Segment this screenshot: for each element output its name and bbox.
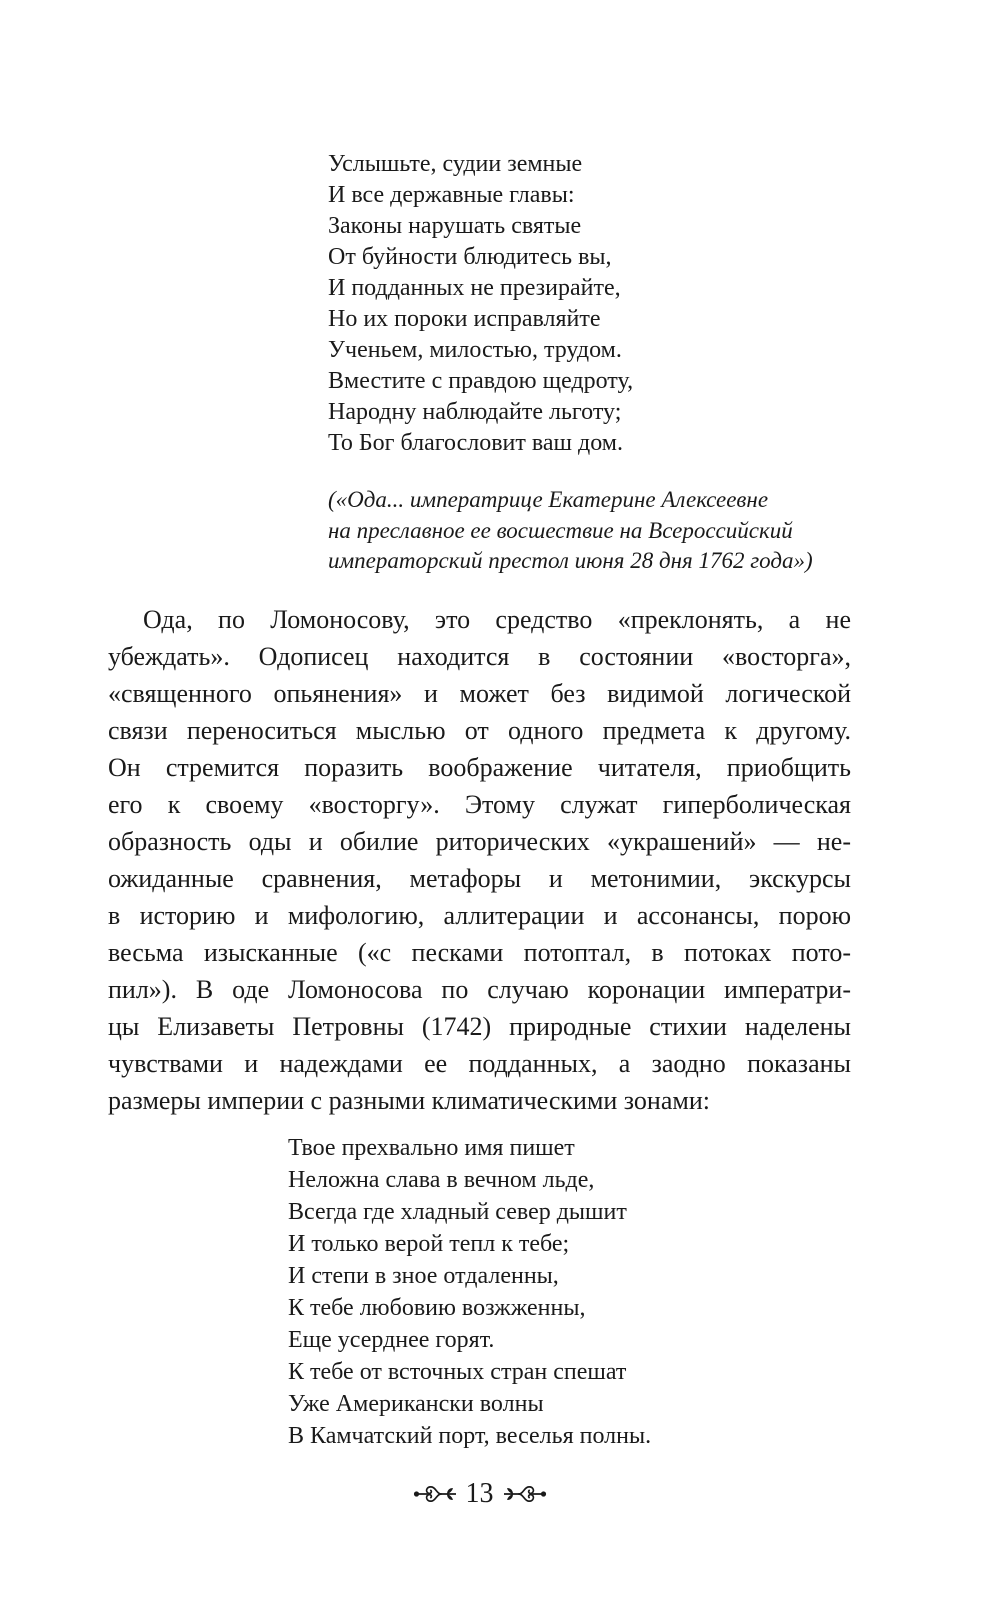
- verse-block-2: [288, 1132, 651, 1452]
- verse-line: Услышьте, судии земные: [328, 151, 583, 177]
- verse-line: Но их пороки исправляйте: [328, 306, 601, 332]
- verse-line: И степи в зное отдаленны,: [288, 1263, 559, 1289]
- page-footer: [108, 1478, 851, 1510]
- verse-line: И все державные главы:: [328, 182, 575, 208]
- verse-line: К тебе от всточных стран спешат: [288, 1359, 627, 1385]
- paragraph-line: ожиданные сравнения, метафоры и метонимии, экскурсы: [108, 864, 851, 893]
- verse-line: Неложна слава в вечном льде,: [288, 1167, 595, 1193]
- verse-line: Народну наблюдайте льготу;: [328, 399, 622, 425]
- paragraph-line: чувствами и надеждами ее подданных, а заодно показаны: [108, 1049, 851, 1078]
- paragraph-line: цы Елизаветы Петровны (1742) природные стихии наделены: [108, 1012, 851, 1041]
- citation-line: на преславное ее восшествие на Всероссийский: [328, 517, 793, 543]
- paragraph-line: «священного опьянения» и может без видимой логической: [108, 679, 851, 708]
- verse-line: В Камчатский порт, веселья полны.: [288, 1423, 652, 1449]
- paragraph-line: его к своему «восторгу». Этому служат гиперболическая: [108, 790, 851, 819]
- paragraph-line: размеры империи с разными климатическими зонами:: [108, 1086, 710, 1115]
- verse-line: И подданных не презирайте,: [328, 275, 621, 301]
- ornament-left-icon: [412, 1480, 456, 1508]
- paragraph-line: убеждать». Одописец находится в состоянии «восторга»,: [108, 642, 851, 671]
- verse-line: К тебе любовию возжженны,: [288, 1295, 586, 1321]
- paragraph-line: Ода, по Ломоносову, это средство «преклонять, а не: [143, 605, 851, 634]
- verse-line: Вместите с правдою щедроту,: [328, 368, 634, 394]
- citation-line: императорский престол июня 28 дня 1762 года»): [328, 548, 813, 573]
- citation-line: («Ода... императрице Екатерине Алексеевне: [328, 487, 769, 512]
- paragraph-line: Он стремится поразить воображение читателя, приобщить: [108, 753, 851, 782]
- paragraph-line: весьма изысканные («с песками потоптал, в потоках пото-: [108, 938, 851, 967]
- verse-line: Всегда где хладный север дышит: [288, 1199, 627, 1225]
- verse-line: Законы нарушать святые: [328, 213, 582, 239]
- paragraph-line: пил»). В оде Ломоносова по случаю коронации императри-: [108, 975, 851, 1004]
- citation: [328, 485, 813, 577]
- verse-line: Твое прехвально имя пишет: [288, 1135, 575, 1161]
- verse-line: Уже Американски волны: [288, 1391, 544, 1417]
- verse-block-1: [328, 149, 633, 459]
- body-paragraph: [108, 601, 851, 1119]
- paragraph-line: связи переноситься мыслью от одного предмета к другому.: [108, 716, 851, 745]
- verse-line: Еще усерднее горят.: [288, 1327, 495, 1353]
- paragraph-line: образность оды и обилие риторических «украшений» — не-: [108, 827, 851, 856]
- verse-line: Ученьем, милостью, трудом.: [328, 337, 622, 363]
- verse-line: И только верой тепл к тебе;: [288, 1231, 570, 1257]
- ornament-right-icon: [504, 1480, 548, 1508]
- verse-line: То Бог благословит ваш дом.: [328, 430, 623, 456]
- verse-line: От буйности блюдитесь вы,: [328, 244, 612, 270]
- paragraph-line: в историю и мифологию, аллитерации и ассонансы, порою: [108, 901, 851, 930]
- page-number: 13: [465, 1478, 494, 1509]
